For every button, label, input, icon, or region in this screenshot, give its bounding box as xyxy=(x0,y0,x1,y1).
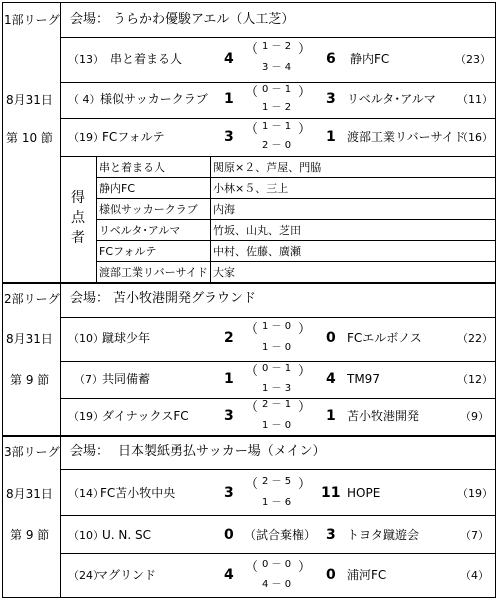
scorer-team: リベルタ･アルマ xyxy=(99,224,181,237)
table-border-left xyxy=(2,2,3,598)
venue-label: 会場： xyxy=(70,291,110,306)
home-score: 1 xyxy=(224,91,234,107)
away-rank: （23） xyxy=(455,53,491,66)
home-rank: （19） xyxy=(68,131,104,144)
bracket-right: ） xyxy=(298,322,312,337)
scorer-team: 渡部工業リバーサイド xyxy=(99,266,208,279)
bracket-left: （ xyxy=(245,42,259,57)
home-score: 4 xyxy=(224,51,234,67)
row-divider xyxy=(60,82,496,83)
scorer-players: 内海 xyxy=(213,203,235,216)
first-half-score: 0 － 0 xyxy=(262,559,292,570)
scorer-team: FCフォルテ xyxy=(99,245,157,258)
away-rank: （4） xyxy=(460,569,489,582)
away-team: トヨタ蹴遊会 xyxy=(347,528,420,542)
home-rank: （10） xyxy=(68,529,104,542)
away-rank: （16） xyxy=(457,131,493,144)
first-half-score: 1 － 2 xyxy=(262,41,292,52)
bracket-right: ） xyxy=(298,364,312,379)
forfeit-note: （試合棄権） xyxy=(244,528,317,542)
home-team: 共同備蓄 xyxy=(102,372,151,386)
bracket-left: （ xyxy=(245,560,259,575)
row-divider xyxy=(60,317,496,318)
row-divider xyxy=(60,469,496,470)
bracket-left: （ xyxy=(245,122,259,137)
home-rank: （ 4） xyxy=(68,93,101,106)
row-divider xyxy=(60,361,496,362)
home-score: 2 xyxy=(224,330,234,346)
first-half-score: 2 － 1 xyxy=(262,399,292,410)
away-score: 0 xyxy=(326,330,336,346)
away-team: HOPE xyxy=(347,486,381,500)
home-score: 3 xyxy=(224,408,234,424)
league-label: 2部リーグ xyxy=(4,292,60,306)
bracket-left: （ xyxy=(245,322,259,337)
away-score: 1 xyxy=(326,129,336,145)
second-half-score: 1 － 0 xyxy=(262,420,292,431)
away-rank: （7） xyxy=(460,529,489,542)
venue-label: 会場： xyxy=(70,12,110,27)
away-score: 4 xyxy=(326,371,336,387)
home-rank: （10） xyxy=(68,332,104,345)
home-team: ダイナックスFC xyxy=(102,409,189,423)
bracket-left: （ xyxy=(245,85,259,100)
scorer-row-divider xyxy=(96,261,496,262)
away-score: 3 xyxy=(326,91,336,107)
away-team: リベルタ･アルマ xyxy=(347,92,436,106)
away-score: 3 xyxy=(326,527,336,543)
away-score: 1 xyxy=(326,408,336,424)
away-score: 0 xyxy=(326,567,336,583)
scorers-label: 得点者 xyxy=(71,190,85,246)
second-half-score: 1 － 6 xyxy=(262,497,292,508)
second-half-score: 3 － 4 xyxy=(262,62,292,73)
first-half-score: 2 － 5 xyxy=(262,476,292,487)
match-date: 8月31日 xyxy=(6,487,53,501)
away-rank: （12） xyxy=(457,373,493,386)
home-score: 3 xyxy=(224,129,234,145)
scorer-team: 静内FC xyxy=(99,182,136,195)
bracket-right: ） xyxy=(298,122,312,137)
row-divider xyxy=(60,515,496,516)
bracket-left: （ xyxy=(245,400,259,415)
bracket-right: ） xyxy=(298,85,312,100)
away-rank: （22） xyxy=(457,332,493,345)
home-score: 0 xyxy=(224,527,234,543)
match-date: 8月31日 xyxy=(6,332,53,346)
row-divider xyxy=(60,118,496,119)
home-team: U. N. SC xyxy=(102,528,152,542)
home-rank: （19） xyxy=(68,410,104,423)
scorer-players: 大家 xyxy=(213,266,235,279)
scorer-row-divider xyxy=(96,240,496,241)
first-half-score: 0 － 1 xyxy=(262,84,292,95)
scorer-row-divider xyxy=(96,177,496,178)
venue-name: 日本製紙勇払サッカー場（メイン） xyxy=(118,444,326,459)
away-rank: （19） xyxy=(457,487,493,500)
away-team: 苫小牧港開発 xyxy=(347,409,420,423)
match-date: 8月31日 xyxy=(6,93,53,107)
venue-name: うらかわ優駿アエル（人工芝） xyxy=(113,12,295,27)
second-half-score: 1 － 0 xyxy=(262,342,292,353)
bracket-right: ） xyxy=(298,477,312,492)
league-label: 1部リーグ xyxy=(4,13,60,27)
home-team: FCフォルテ xyxy=(102,130,165,144)
scorer-team: 様似サッカークラブ xyxy=(99,203,198,216)
first-half-score: 1 － 0 xyxy=(262,321,292,332)
away-team: TM97 xyxy=(347,372,380,386)
row-divider xyxy=(60,37,496,38)
table-border-right xyxy=(495,2,496,598)
home-rank: （13） xyxy=(68,53,104,66)
first-half-score: 0 － 1 xyxy=(262,363,292,374)
round-label: 第 9 節 xyxy=(10,528,50,542)
scorer-row-divider xyxy=(96,198,496,199)
home-team: 蹴球少年 xyxy=(102,331,151,345)
scorer-players: 関原×２、芦屋、門脇 xyxy=(213,161,322,174)
away-score: 6 xyxy=(326,51,336,67)
bracket-right: ） xyxy=(298,42,312,57)
home-team: 様似サッカークラブ xyxy=(100,92,208,106)
table-border-bottom xyxy=(2,597,496,598)
home-score: 3 xyxy=(224,485,234,501)
away-team: 浦河FC xyxy=(347,568,387,582)
bracket-left: （ xyxy=(245,477,259,492)
venue-label: 会場： xyxy=(70,444,110,459)
second-half-score: 1 － 2 xyxy=(262,102,292,113)
home-rank: （14） xyxy=(68,487,104,500)
league-label: 3部リーグ xyxy=(4,445,60,459)
row-divider xyxy=(60,156,496,157)
away-rank: （11） xyxy=(457,93,493,106)
scorer-players: 竹坂、山丸、芝田 xyxy=(213,224,301,237)
row-divider xyxy=(60,553,496,554)
bracket-right: ） xyxy=(298,400,312,415)
column-divider xyxy=(60,2,61,598)
table-border-top xyxy=(2,2,496,3)
second-half-score: 2 － 0 xyxy=(262,140,292,151)
away-score: 11 xyxy=(321,485,341,501)
home-team: FC苫小牧中央 xyxy=(100,486,176,500)
scorer-players: 中村、佐藤、廣瀬 xyxy=(213,245,301,258)
second-half-score: 4 － 0 xyxy=(262,579,292,590)
bracket-right: ） xyxy=(298,560,312,575)
league-separator xyxy=(2,282,496,284)
round-label: 第 9 節 xyxy=(10,373,50,387)
home-rank: （24） xyxy=(68,569,104,582)
scorer-players: 小林×５、三上 xyxy=(213,182,289,195)
bracket-left: （ xyxy=(245,364,259,379)
home-score: 4 xyxy=(224,567,234,583)
away-team: 渡部工業リバーサイド xyxy=(347,130,466,144)
first-half-score: 1 － 1 xyxy=(262,121,292,132)
round-label: 第 10 節 xyxy=(6,131,53,145)
scorer-team: 串と着まる人 xyxy=(99,161,165,174)
second-half-score: 1 － 3 xyxy=(262,383,292,394)
home-score: 1 xyxy=(224,371,234,387)
away-team: FCエルボノス xyxy=(347,331,422,345)
scorer-row-divider xyxy=(96,219,496,220)
away-rank: （9） xyxy=(460,410,489,423)
home-team: マグリンド xyxy=(96,568,157,582)
away-team: 静内FC xyxy=(350,52,390,66)
home-rank: （7） xyxy=(74,373,103,386)
home-team: 串と着まる人 xyxy=(110,52,183,66)
venue-name: 苫小牧港開発グラウンド xyxy=(113,291,257,306)
league-separator xyxy=(2,435,496,437)
